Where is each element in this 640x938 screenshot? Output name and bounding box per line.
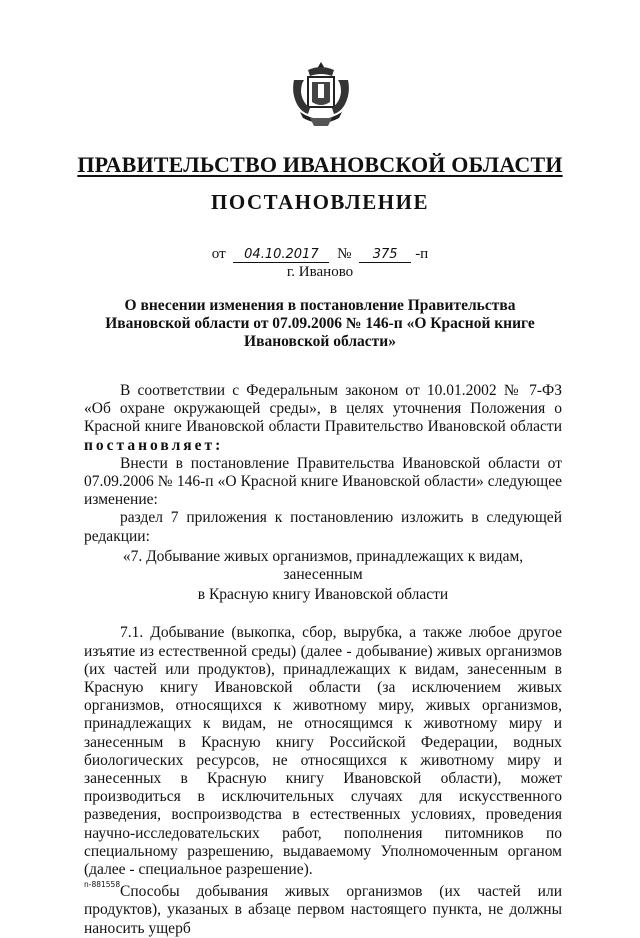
- date-number-line: [0, 246, 640, 263]
- document-date: 04.10.2017: [233, 248, 329, 263]
- coat-of-arms-emblem: [290, 60, 352, 130]
- paragraph-7-1: 7.1. Добывание (выкопка, сбор, вырубка, а также любое другое изъятие из естественной среды) (далее - добывание) живых организмов (их частей или продуктов), принадлежащих к видам, занесенным в Красную книгу Ивановской области (за исключением живых организмов, относящихся к животному миру, живых организмов, принадлежащих к видам, не относящимся к животному миру и занесенным в Красную книгу Российской Федерации, водных биологических ресурсов, не относящихся к животному миру и занесенных в Красную книгу Ивановской области), может производиться в исключительных случаях для искусственного разведения, воспроизводства в естественных условиях, проведения научно-исследовательских работ, пополнения питомников по специальному разрешению, выдаваемому Уполномоченным органом (далее - специальное разрешение).: [84, 624, 562, 879]
- document-body: [84, 382, 562, 938]
- document-type: ПОСТАНОВЛЕНИЕ: [211, 190, 429, 214]
- city: г. Иваново: [286, 264, 354, 280]
- document-number: 375: [359, 248, 411, 263]
- paragraph-amendment: Внести в постановление Правительства Ивановской области от 07.09.2006 № 146-п «О Красной книге Ивановской области» следующее изменение:: [84, 454, 562, 509]
- section-title-line-1: «7. Добывание живых организмов, принадлежащих к видам, занесенным: [122, 547, 524, 584]
- document-subject: О внесении изменения в постановление Правительства Ивановской области от 07.09.2006 № 146-п «О Красной книге Ивановской области»: [105, 297, 535, 350]
- number-suffix: -п: [415, 246, 429, 262]
- number-label: №: [337, 246, 352, 262]
- section-title-line-2: в Красную книгу Ивановской области: [197, 586, 449, 604]
- paragraph-preamble: [84, 382, 562, 455]
- preamble-text: В соответствии с Федеральным законом от 10.01.2002 № 7-ФЗ «Об охране окружающей среды», в целях уточнения Положения о Красной книге Ивановской области Правительство Ивановской области: [84, 382, 562, 436]
- footer-code: n-881558: [84, 880, 121, 889]
- resolve-word: постановляет:: [84, 436, 224, 454]
- paragraph-section-intro: раздел 7 приложения к постановлению изложить в следующей редакции:: [84, 509, 562, 545]
- paragraph-methods: Способы добывания живых организмов (их частей или продуктов), указаных в абзаце первом настоящего пункта, не должны наносить ущерб: [84, 883, 562, 937]
- government-title: ПРАВИТЕЛЬСТВО ИВАНОВСКОЙ ОБЛАСТИ: [77, 152, 563, 177]
- date-prefix: от: [211, 246, 226, 262]
